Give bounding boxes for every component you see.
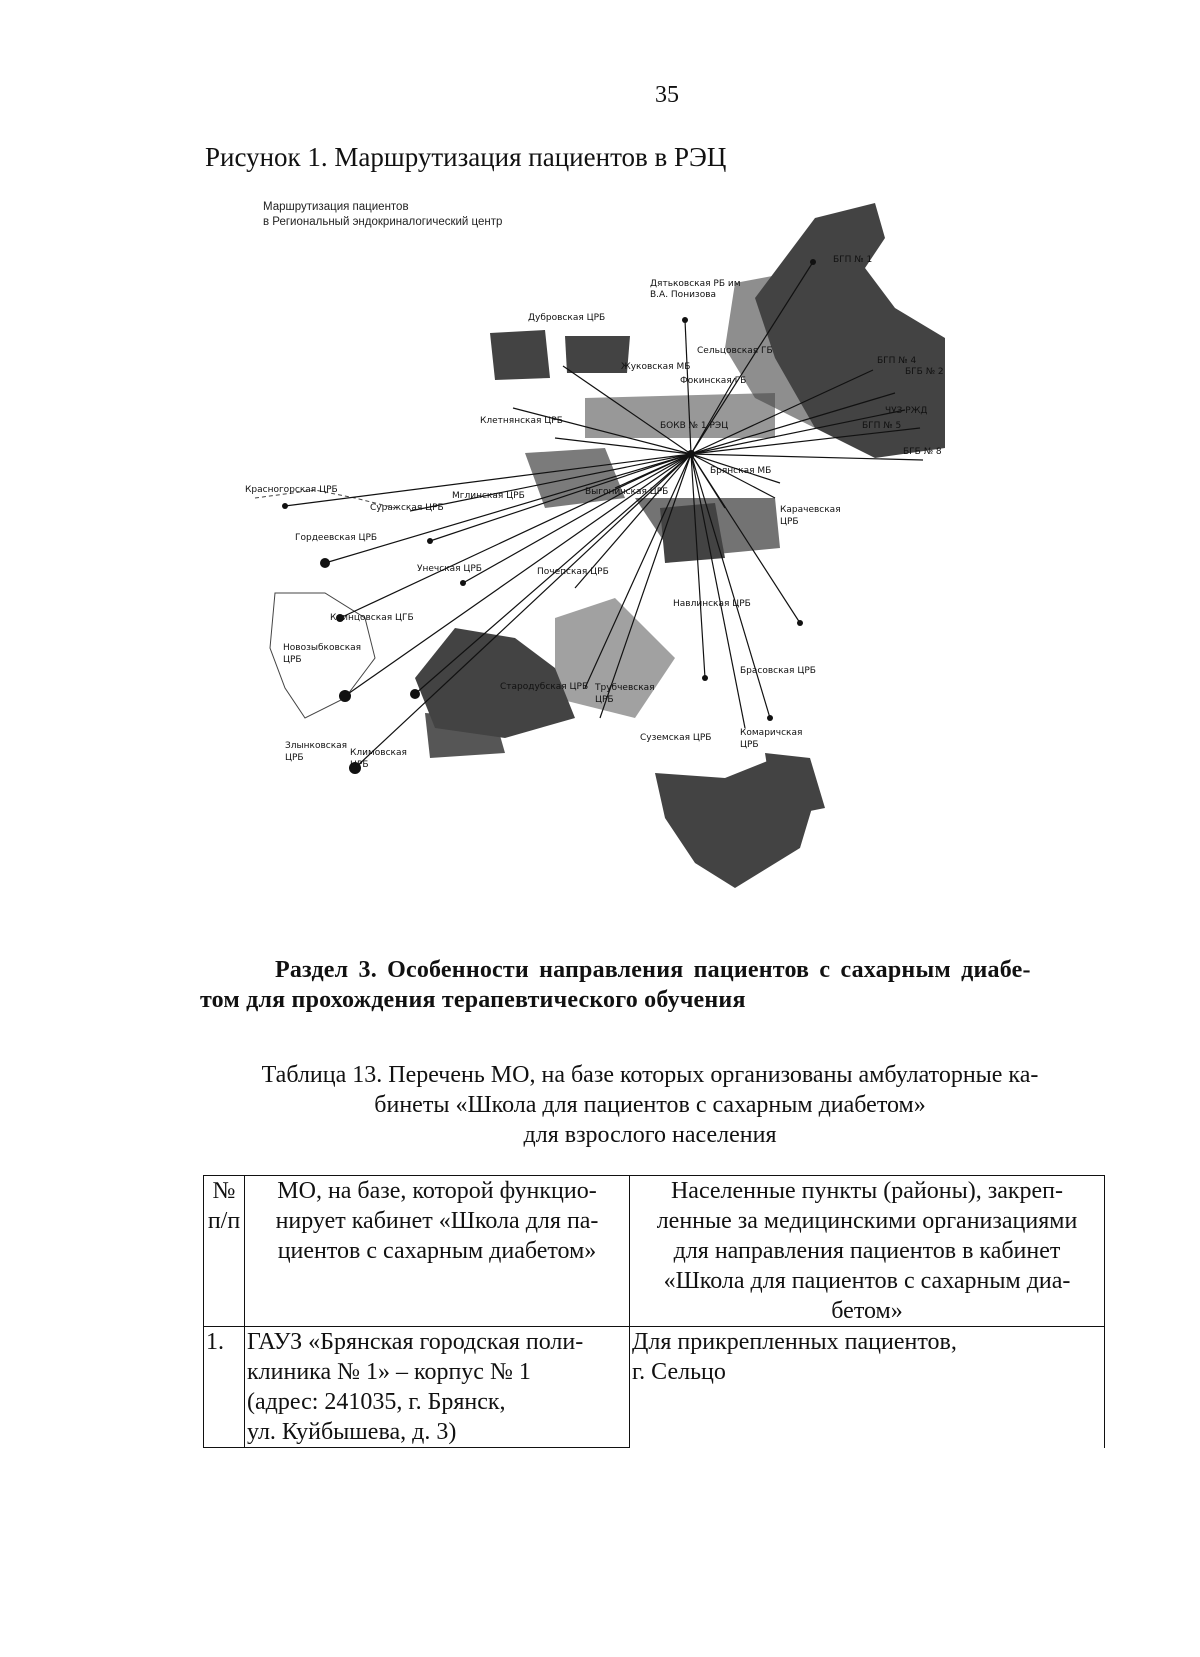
map-region-southwest-2 [425,713,505,758]
map-label: Карачевская [780,505,841,515]
map-label: БГП № 5 [862,421,902,431]
header-line: Населенные пункты (районы), закреп- [670,1178,1064,1204]
map-label: Брасовская ЦРБ [740,666,816,676]
section-title [200,955,1100,1015]
section-title-line: том для прохождения терапевтического обучения [200,987,746,1013]
header-line: бетом» [831,1298,903,1324]
map-label: Суземская ЦРБ [640,733,712,743]
cell-areas [630,1327,1105,1448]
map-label: БОКВ № 1 РЭЦ [660,421,729,431]
header-line: для направления пациентов в кабинет [673,1238,1061,1264]
cell-line: г. Сельцо [632,1359,726,1385]
map-hub-dot [687,450,695,458]
map-label: Стародубская ЦРБ [500,682,589,692]
table-caption-line: бинеты «Школа для пациентов с сахарным диабетом» [374,1092,926,1118]
map-dot [767,715,773,721]
map-label: В.А. Понизова [650,290,717,300]
map-label: Дубровская ЦРБ [528,313,606,323]
map-label: Унечская ЦРБ [417,564,482,574]
map-label: БГБ № 2 [905,367,944,377]
map-region-block-1 [490,330,550,380]
map-label: ЦРБ [740,740,759,750]
cell-line: ГАУЗ «Брянская городская поли- [247,1329,584,1355]
table-row [204,1327,1105,1448]
cell-line: ул. Куйбышева, д. 3) [247,1419,457,1445]
map-label: Дятьковская РБ им [650,279,741,289]
map-label: БГБ № 8 [903,447,942,457]
figure-caption: Рисунок 1. Маршрутизация пациентов в РЭЦ [205,142,727,172]
map-dot [682,317,688,323]
map-label: БГП № 4 [877,356,917,366]
map-label: ЦРБ [285,753,304,763]
header-line: нирует кабинет «Школа для па- [275,1208,599,1234]
map-label: Клинцовская ЦГБ [330,613,414,623]
map-label: Климовская [350,748,407,758]
mo-table [203,1175,1105,1448]
map-label: Навлинская ЦРБ [673,599,751,609]
map-dot [427,538,433,544]
header-num [204,1176,245,1327]
cell-mo [245,1327,630,1448]
map-label: Суражская ЦРБ [370,503,444,513]
map-dot [410,689,420,699]
cell-num: 1. [204,1327,245,1448]
map-label: Жуковская МБ [621,362,691,372]
map-label: Новозыбковская [283,643,362,653]
cell-line: клиника № 1» – корпус № 1 [247,1359,531,1385]
map-label: Гордеевская ЦРБ [295,533,378,543]
routing-map [245,198,944,933]
map-dot [810,259,816,265]
map-label: ЧУЗ РЖД [885,406,928,416]
map-border-outline [255,490,395,718]
section-title-line: Раздел 3. Особенности направления пациентов с сахарным диабе- [275,957,1031,983]
map-label: Злынковская [285,741,348,751]
map-dot [339,690,351,702]
map-dot [702,675,708,681]
cell-line: Для прикрепленных пациентов, [632,1329,957,1355]
routing-map-graphic [245,198,944,933]
header-areas [630,1176,1105,1327]
map-label: Сельцовская ГБ [697,346,773,356]
map-label: Брянская МБ [710,466,772,476]
map-label: ЦРБ [283,655,302,665]
map-dot [320,558,330,568]
cell-line: (адрес: 241035, г. Брянск, [247,1389,506,1415]
map-label: Красногорская ЦРБ [245,485,338,495]
table-header-row [204,1176,1105,1327]
map-label: Мглинская ЦРБ [452,491,525,501]
map-label: ЦРБ [350,760,369,770]
map-title-line: в Региональный эндокриналогический центр [263,216,503,228]
map-title-line: Маршрутизация пациентов [263,201,409,213]
header-line: МО, на базе, которой функцио- [277,1178,597,1204]
map-label: Выгоничская ЦРБ [585,487,669,497]
header-mo [245,1176,630,1327]
map-label: Комаричская [740,728,803,738]
page-number: 35 [655,82,679,108]
header-line: «Школа для пациентов с сахарным диа- [663,1268,1071,1294]
map-dot [282,503,288,509]
map-region-south-2 [765,753,825,818]
map-region-south-center [555,598,675,718]
map-label: Фокинская ГБ [680,376,747,386]
map-region-central [585,393,775,438]
map-title [263,200,502,230]
table-caption-line: Таблица 13. Перечень МО, на базе которых организованы амбулаторные ка- [261,1062,1039,1088]
map-label: ЦРБ [780,517,799,527]
header-line: циентов с сахарным диабетом» [277,1238,597,1264]
map-label: Трубчевская [595,683,655,693]
map-dot [460,580,466,586]
map-label: Клетнянская ЦРБ [480,416,563,426]
map-label: ЦРБ [595,695,614,705]
table-caption [200,1060,1100,1150]
header-line: п/п [207,1208,241,1234]
header-line: № [212,1178,236,1204]
table-caption-line: для взрослого населения [523,1122,777,1148]
map-label: БГП № 1 [833,255,873,265]
header-line: ленные за медицинскими организациями [656,1208,1078,1234]
map-label: Почепская ЦРБ [537,567,609,577]
map-dot [797,620,803,626]
